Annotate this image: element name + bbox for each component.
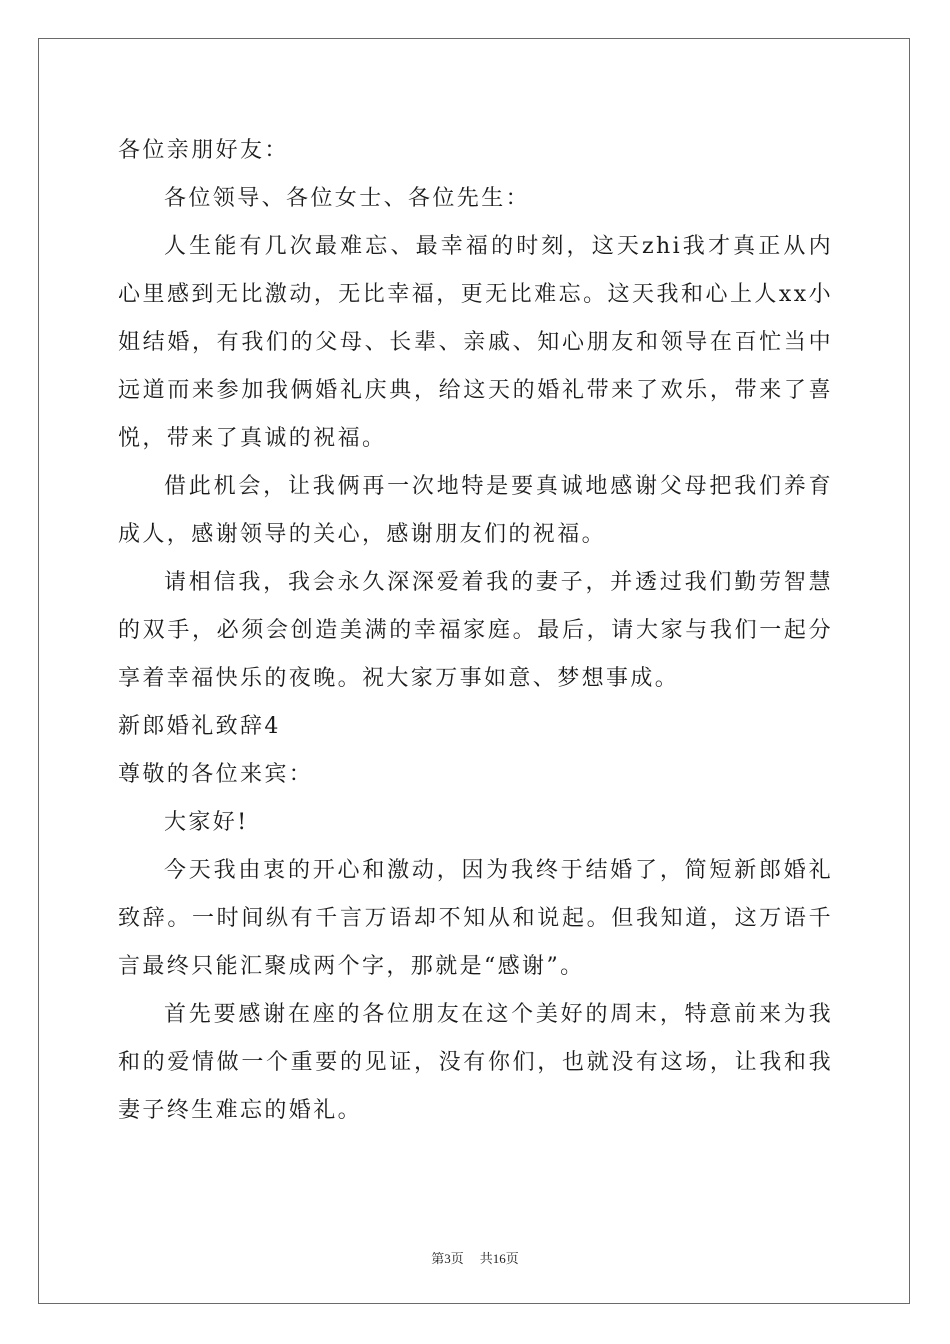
document-body xyxy=(118,127,833,1135)
paragraph-2: 借此机会，让我俩再一次地特是要真诚地感谢父母把我们养育成人，感谢领导的关心，感谢朋友们的祝福。 xyxy=(118,474,833,547)
salutation-leaders: 各位领导、各位女士、各位先生： xyxy=(164,186,531,211)
page-number: 第3页 xyxy=(431,1251,464,1266)
paragraph-1: 人生能有几次最难忘、最幸福的时刻，这天zhi我才真正从内心里感到无比激动，无比幸福，更无比难忘。这天我和心上人xx小姐结婚，有我们的父母、长辈、亲戚、知心朋友和领导在百忙当中远道而来参加我俩婚礼庆典，给这天的婚礼带来了欢乐，带来了喜悦，带来了真诚的祝福。 xyxy=(118,234,833,451)
page-total: 共16页 xyxy=(479,1251,519,1266)
paragraph-5: 首先要感谢在座的各位朋友在这个美好的周末，特意前来为我和的爱情做一个重要的见证，没有你们，也就没有这场，让我和我妻子终生难忘的婚礼。 xyxy=(118,1002,833,1123)
salutation-guests: 尊敬的各位来宾： xyxy=(118,762,314,787)
paragraph-3: 请相信我，我会永久深深爱着我的妻子，并透过我们勤劳智慧的双手，必须会创造美满的幸福家庭。最后，请大家与我们一起分享着幸福快乐的夜晚。祝大家万事如意、梦想事成。 xyxy=(118,570,833,691)
page-footer xyxy=(0,1248,950,1267)
salutation-friends: 各位亲朋好友： xyxy=(118,138,289,163)
paragraph-4: 今天我由衷的开心和激动，因为我终于结婚了，简短新郎婚礼致辞。一时间纵有千言万语却不知从和说起。但我知道，这万语千言最终只能汇聚成两个字，那就是“感谢”。 xyxy=(118,858,833,979)
greeting: 大家好! xyxy=(164,810,249,835)
section-heading: 新郎婚礼致辞4 xyxy=(118,714,281,739)
